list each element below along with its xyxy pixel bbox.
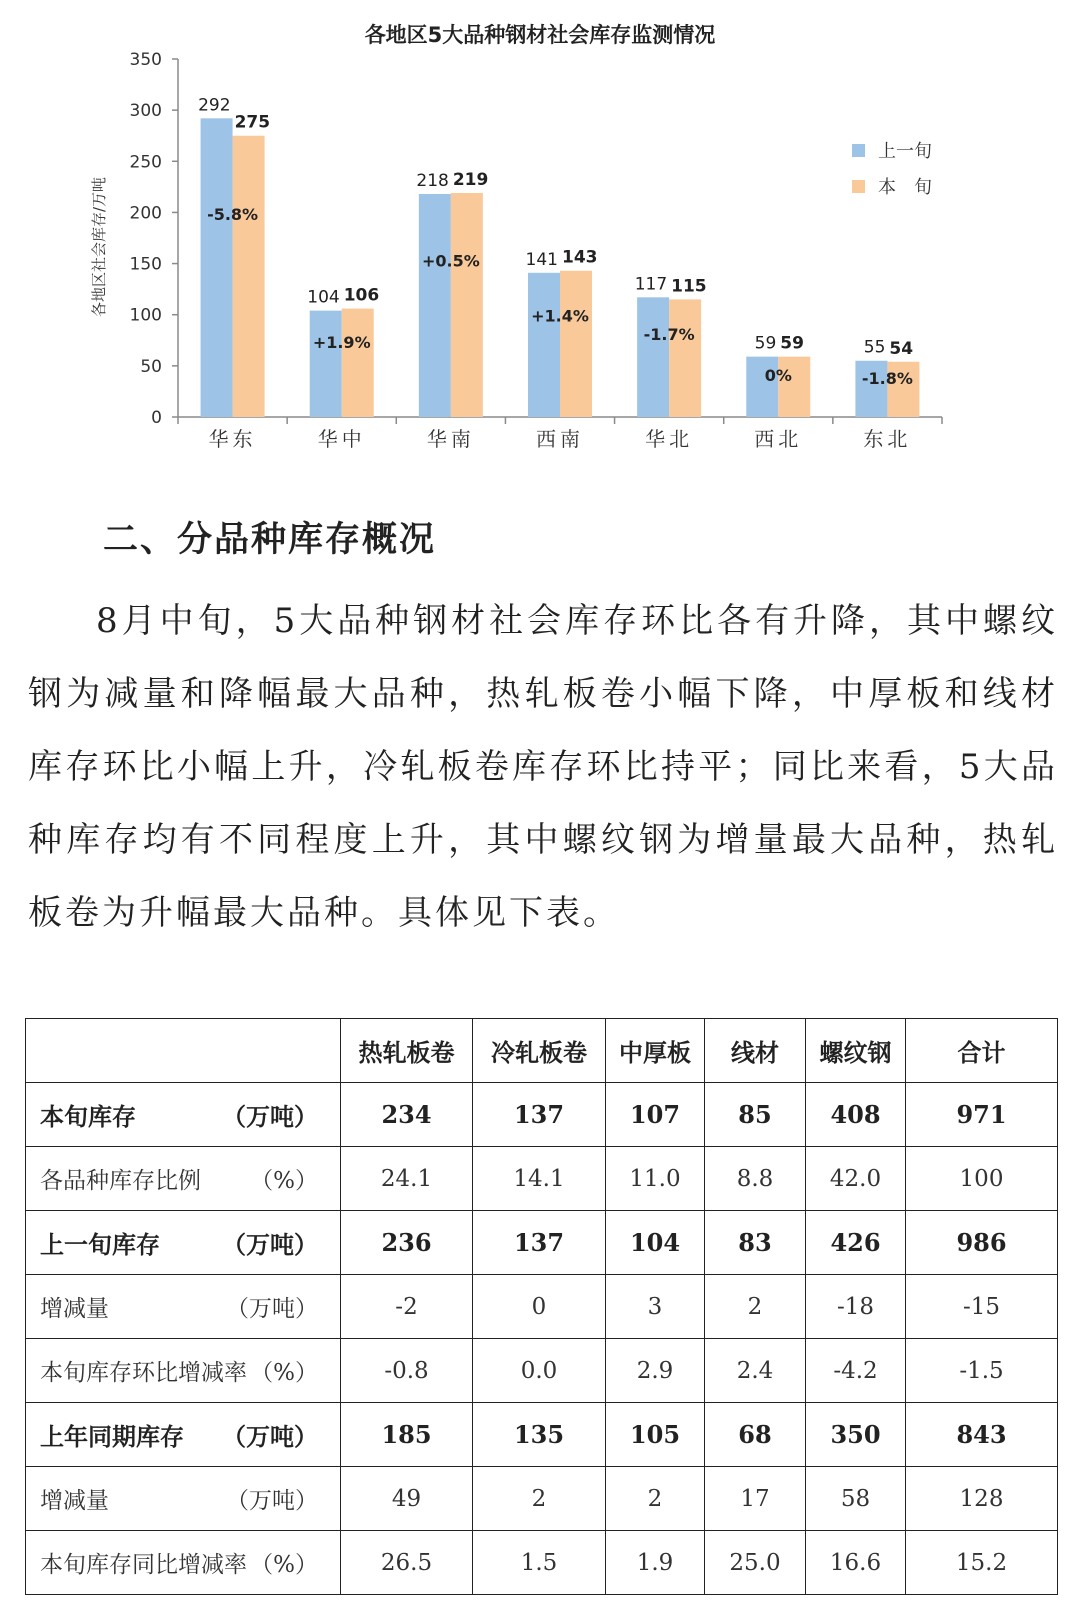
legend-label-current: 本 旬 <box>878 177 932 198</box>
table-cell: 128 <box>906 1467 1058 1531</box>
header-rebar: 螺纹钢 <box>806 1019 906 1083</box>
table-cell: 85 <box>705 1083 806 1147</box>
legend-label-previous: 上一旬 <box>878 141 932 162</box>
chart-title: 各地区5大品种钢材社会库存监测情况 <box>364 23 716 47</box>
bar-current <box>669 299 701 417</box>
data-label-previous: 55 <box>863 337 886 358</box>
data-label-previous: 292 <box>198 95 231 116</box>
data-label-previous: 117 <box>634 274 668 295</box>
table-cell: 2 <box>705 1275 806 1339</box>
table-cell: 24.1 <box>341 1147 473 1211</box>
row-header <box>26 1531 341 1595</box>
table-cell: 100 <box>906 1147 1058 1211</box>
change-label: -1.8% <box>861 368 913 388</box>
bar-current <box>342 309 374 417</box>
table-row <box>26 1275 1058 1339</box>
chart-legend <box>852 141 932 198</box>
bar-current <box>560 271 592 417</box>
table-cell: 0 <box>473 1275 606 1339</box>
table-row <box>26 1467 1058 1531</box>
row-unit: （万吨） <box>226 1296 318 1322</box>
table-cell: 16.6 <box>806 1531 906 1595</box>
row-unit: （%） <box>250 1168 318 1194</box>
header-cold-rolled: 冷轧板卷 <box>473 1019 606 1083</box>
table-row <box>26 1403 1058 1467</box>
table-cell: -0.8 <box>341 1339 473 1403</box>
table-row <box>26 1339 1058 1403</box>
table-row <box>26 1083 1058 1147</box>
table-cell: 11.0 <box>606 1147 705 1211</box>
table-cell: 26.5 <box>341 1531 473 1595</box>
y-tick-label: 50 <box>140 356 162 377</box>
y-tick-label: 150 <box>129 254 162 275</box>
data-label-previous: 141 <box>525 249 558 270</box>
table-cell: 3 <box>606 1275 705 1339</box>
header-hot-rolled: 热轧板卷 <box>341 1019 473 1083</box>
row-unit: （万吨） <box>226 1488 318 1514</box>
y-tick-label: 200 <box>129 203 162 224</box>
table-cell: -2 <box>341 1275 473 1339</box>
row-label: 增减量 <box>40 1296 109 1322</box>
row-label: 上一旬库存 <box>40 1230 160 1259</box>
table-cell: 68 <box>705 1403 806 1467</box>
table-cell: 2 <box>606 1467 705 1531</box>
bar-previous <box>637 297 669 417</box>
table-cell: 843 <box>906 1403 1058 1467</box>
row-header <box>26 1467 341 1531</box>
table-cell: 234 <box>341 1083 473 1147</box>
table-cell: -18 <box>806 1275 906 1339</box>
table-cell: 2.9 <box>606 1339 705 1403</box>
data-label-previous: 104 <box>307 287 340 308</box>
data-label-current: 219 <box>452 169 489 190</box>
data-label-previous: 59 <box>754 333 777 354</box>
change-label: +0.5% <box>421 251 480 271</box>
row-header <box>26 1403 341 1467</box>
row-unit: （万吨） <box>222 1230 318 1259</box>
table-cell: 14.1 <box>473 1147 606 1211</box>
plot-area <box>130 50 942 451</box>
table-cell: 107 <box>606 1083 705 1147</box>
x-category-label: 西北 <box>754 427 803 451</box>
row-header <box>26 1083 341 1147</box>
header-medium-plate: 中厚板 <box>606 1019 705 1083</box>
bar-current <box>233 136 265 417</box>
y-tick-label: 250 <box>129 152 162 173</box>
header-total: 合计 <box>906 1019 1058 1083</box>
table-cell: 350 <box>806 1403 906 1467</box>
table-cell: -1.5 <box>906 1339 1058 1403</box>
table-cell: 236 <box>341 1211 473 1275</box>
row-label: 各品种库存比例 <box>40 1168 201 1194</box>
x-category-label: 华东 <box>208 427 257 451</box>
bar-previous <box>310 311 342 417</box>
header-wire-rod: 线材 <box>705 1019 806 1083</box>
y-tick-label: 350 <box>129 50 162 70</box>
table-cell: 986 <box>906 1211 1058 1275</box>
x-category-label: 东北 <box>863 427 912 451</box>
legend-swatch-previous <box>852 144 865 157</box>
row-header <box>26 1339 341 1403</box>
bar-current <box>451 193 483 417</box>
table-cell: 135 <box>473 1403 606 1467</box>
change-label: -5.8% <box>207 205 259 225</box>
table-cell: 2.4 <box>705 1339 806 1403</box>
table-cell: 137 <box>473 1083 606 1147</box>
table-row <box>26 1211 1058 1275</box>
x-category-label: 华北 <box>645 427 694 451</box>
table-cell: 49 <box>341 1467 473 1531</box>
row-header <box>26 1147 341 1211</box>
change-label: -1.7% <box>643 324 695 344</box>
x-category-label: 西南 <box>536 427 584 451</box>
row-label: 本旬库存 <box>40 1102 136 1131</box>
table-cell: 105 <box>606 1403 705 1467</box>
section-heading: 二、分品种库存概况 <box>103 519 437 560</box>
row-unit: （万吨） <box>222 1102 318 1131</box>
data-label-current: 115 <box>671 276 707 297</box>
table-cell: 58 <box>806 1467 906 1531</box>
legend-swatch-current <box>852 180 865 193</box>
row-unit: （%） <box>250 1552 318 1578</box>
table-cell: 25.0 <box>705 1531 806 1595</box>
inventory-table <box>25 1018 1058 1595</box>
bar-previous <box>419 194 451 417</box>
summary-paragraph: 8月中旬，5大品种钢材社会库存环比各有升降，其中螺纹钢为减量和降幅最大品种，热轧板卷小幅下降，中厚板和线材库存环比小幅上升，冷轧板卷库存环比持平；同比来看，5大品种库存均有不同程度上升，其中螺纹钢为增量最大品种，热轧板卷为升幅最大品种。具体见下表。 <box>28 601 1058 933</box>
bar-previous <box>528 273 560 417</box>
change-label: 0% <box>764 365 792 385</box>
data-label-current: 54 <box>889 338 914 359</box>
table-cell: 0.0 <box>473 1339 606 1403</box>
bar-previous <box>201 118 233 417</box>
table-cell: 15.2 <box>906 1531 1058 1595</box>
table-cell: 8.8 <box>705 1147 806 1211</box>
table-header-row <box>26 1019 1058 1083</box>
x-category-label: 华南 <box>426 427 475 451</box>
table-cell: 1.9 <box>606 1531 705 1595</box>
table-cell: 408 <box>806 1083 906 1147</box>
row-header <box>26 1211 341 1275</box>
y-axis-label: 各地区社会库存/万吨 <box>90 176 108 318</box>
y-tick-label: 100 <box>129 305 162 326</box>
row-label: 本旬库存同比增减率 <box>40 1552 247 1578</box>
row-label: 上年同期库存 <box>40 1422 184 1451</box>
header-blank <box>26 1019 341 1083</box>
table-cell: 185 <box>341 1403 473 1467</box>
change-label: +1.4% <box>531 306 589 326</box>
table-cell: 426 <box>806 1211 906 1275</box>
change-label: +1.9% <box>312 332 371 352</box>
table-cell: 83 <box>705 1211 806 1275</box>
table-cell: 137 <box>473 1211 606 1275</box>
table-cell: 1.5 <box>473 1531 606 1595</box>
x-category-label: 华中 <box>317 427 366 451</box>
row-unit: （万吨） <box>222 1422 318 1451</box>
regional-inventory-chart <box>0 0 1080 480</box>
table-cell: 42.0 <box>806 1147 906 1211</box>
table-cell: 2 <box>473 1467 606 1531</box>
data-label-current: 106 <box>343 285 380 306</box>
table-cell: 17 <box>705 1467 806 1531</box>
table-row <box>26 1147 1058 1211</box>
table-cell: -15 <box>906 1275 1058 1339</box>
table-cell: 104 <box>606 1211 705 1275</box>
data-label-current: 143 <box>562 247 598 268</box>
row-label: 增减量 <box>40 1488 109 1514</box>
row-label: 本旬库存环比增减率 <box>40 1360 247 1386</box>
table-cell: -4.2 <box>806 1339 906 1403</box>
data-label-current: 59 <box>780 333 804 354</box>
table-cell: 971 <box>906 1083 1058 1147</box>
row-header <box>26 1275 341 1339</box>
row-unit: （%） <box>250 1360 318 1386</box>
data-label-previous: 218 <box>416 171 449 192</box>
y-tick-label: 300 <box>129 101 162 122</box>
table-row <box>26 1531 1058 1595</box>
data-label-current: 275 <box>234 112 271 133</box>
y-tick-label: 0 <box>151 408 162 428</box>
